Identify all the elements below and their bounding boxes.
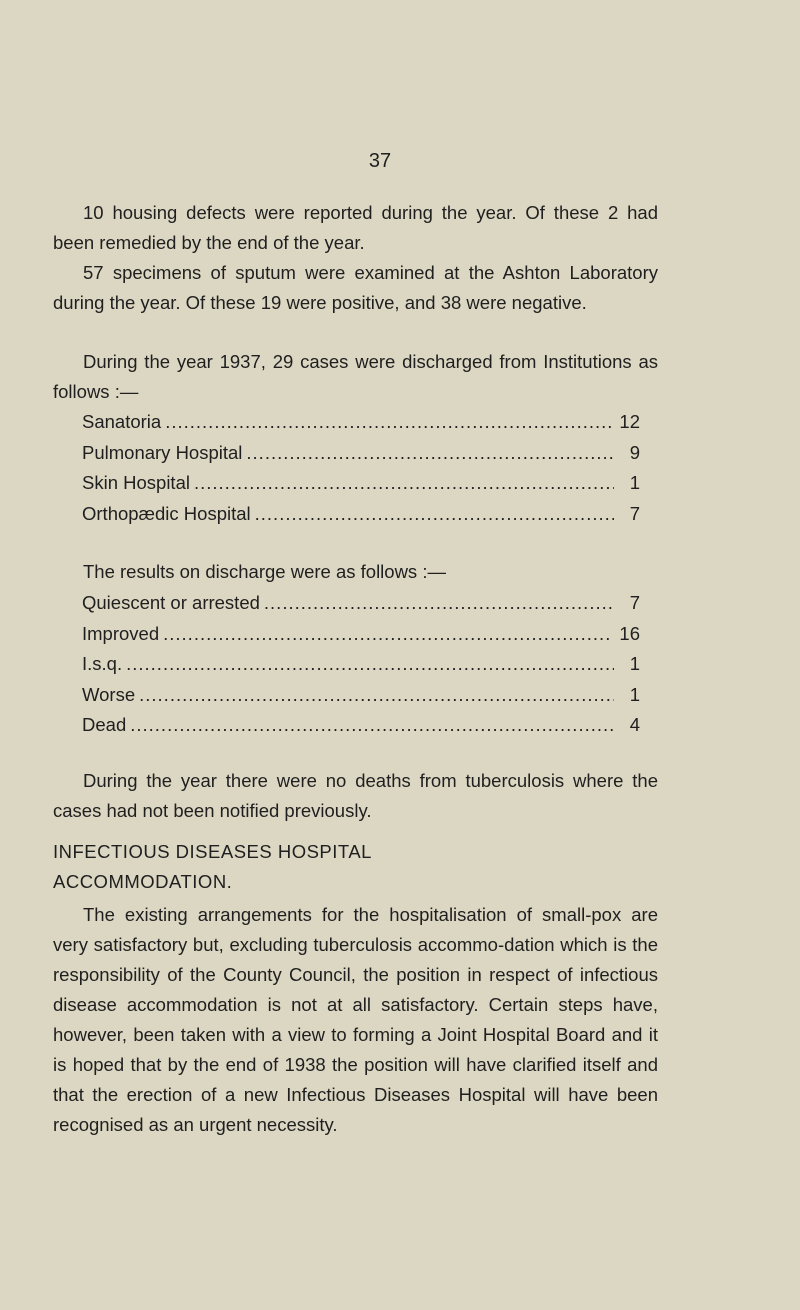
list-item [82, 499, 640, 530]
institutions-list [82, 407, 640, 529]
list-item [82, 468, 640, 499]
list-item [82, 588, 640, 619]
list-item-value: 16 [619, 622, 640, 644]
leader-dots [255, 499, 614, 529]
list-item-label: Improved [82, 622, 160, 644]
section-heading-line2: ACCOMMODATION. [53, 871, 233, 892]
list-item-value: 4 [629, 714, 640, 736]
list-item-value: 7 [629, 502, 640, 524]
list-item [82, 680, 640, 711]
list-item-label: Sanatoria [82, 411, 162, 432]
sputum-paragraph: 57 specimens of sputum were examined at the Ashton Laboratory during the year. Of these 19 were positive, and 38 were negative. [53, 262, 658, 313]
leader-dots [163, 619, 613, 649]
list-item-label: Skin Hospital [82, 472, 190, 494]
section-heading-line1: INFECTIOUS DISEASES HOSPITAL [53, 841, 372, 862]
leader-dots [264, 588, 614, 618]
accommodation-paragraph: The existing arrangements for the hospitalisation of small-pox are very satisfactory but, excluding tuberculosis accommo-dation which is the responsibility of the County Council, the position in respect of infectious disease accommodation is not at all satisfactory. Certain steps have, however, been taken with a view to forming a Joint Hospital Board and it is hoped that by the end of 1938 the position will have clarified itself and that the erection of a new Infectious Diseases Hospital will have been recognised as an urgent necessity. [53, 904, 658, 1135]
leader-dots [194, 468, 614, 498]
discharged-intro-paragraph: During the year 1937, 29 cases were discharged from Institutions as follows :— [53, 351, 658, 402]
leader-dots [130, 710, 614, 740]
list-item-label: Orthopædic Hospital [82, 502, 251, 524]
list-item-label: Dead [82, 714, 127, 736]
section-heading [53, 837, 658, 897]
list-item-value: 9 [629, 441, 640, 463]
list-item-value: 12 [619, 411, 640, 432]
list-item-value: 7 [629, 592, 640, 613]
leader-dots [246, 438, 614, 468]
leader-dots [139, 680, 614, 710]
list-item-label: I.s.q. [82, 653, 123, 675]
list-item-value: 1 [629, 472, 640, 494]
list-item-value: 1 [629, 683, 640, 705]
list-item [82, 438, 640, 469]
housing-paragraph: 10 housing defects were reported during the year. Of these 2 had been remedied by the end of the year. [53, 202, 658, 253]
list-item [82, 649, 640, 680]
list-item [82, 407, 640, 438]
list-item-label: Quiescent or arrested [82, 592, 260, 613]
leader-dots [165, 407, 613, 437]
list-item [82, 619, 640, 650]
deaths-paragraph: During the year there were no deaths from tuberculosis where the cases had not been notified previously. [53, 770, 658, 821]
leader-dots [126, 649, 614, 679]
page-number: 37 [368, 150, 392, 172]
list-item-value: 1 [629, 653, 640, 675]
results-intro-paragraph: The results on discharge were as follows :— [83, 561, 446, 582]
list-item-label: Pulmonary Hospital [82, 441, 243, 463]
results-list [82, 588, 640, 741]
list-item-label: Worse [82, 683, 136, 705]
list-item [82, 710, 640, 741]
